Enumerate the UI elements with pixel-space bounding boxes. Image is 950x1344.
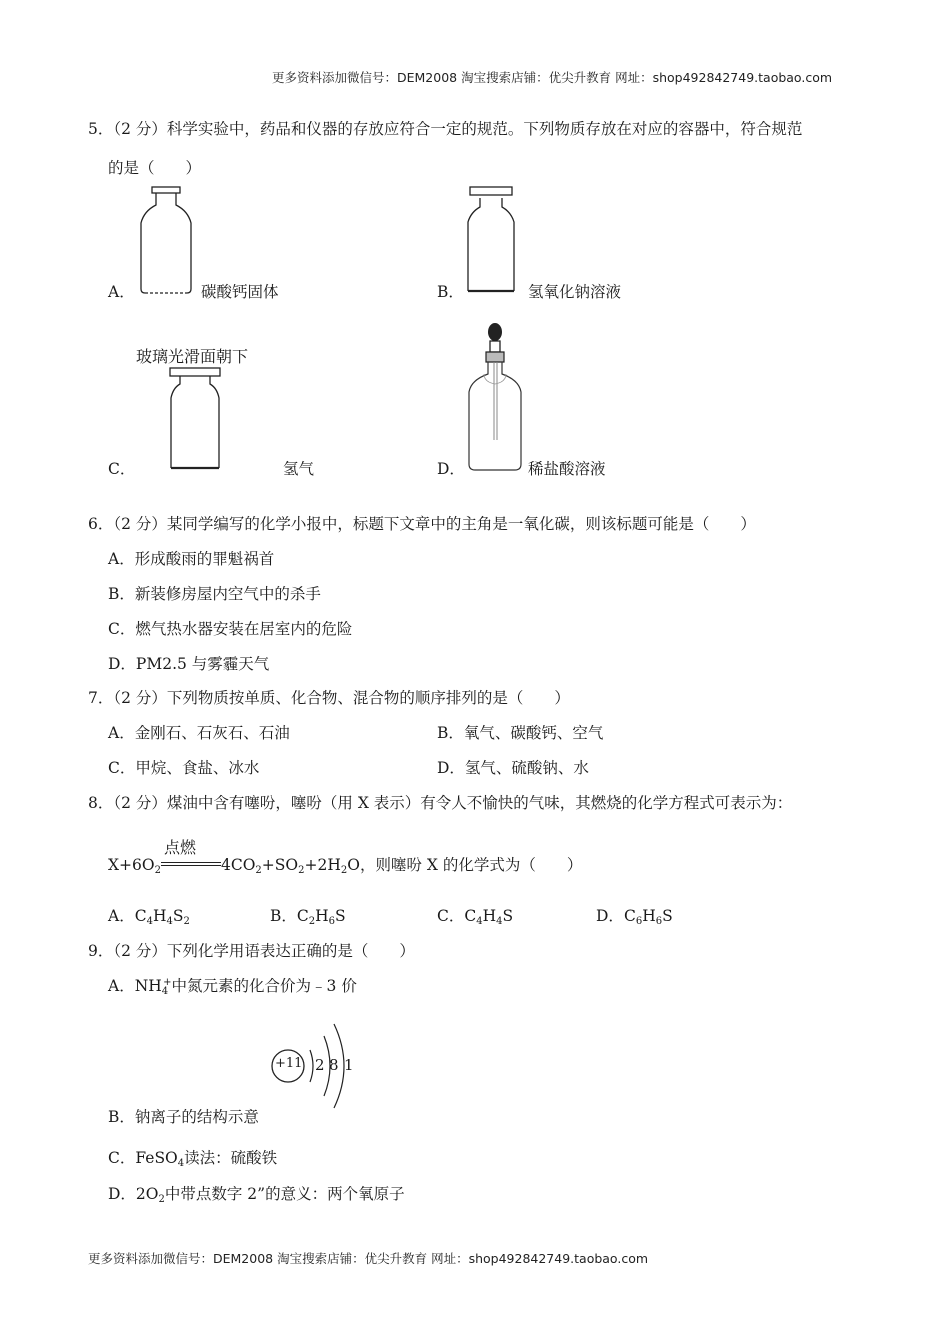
q9-option-c-post: 读法：硫酸铁: [184, 1149, 278, 1167]
q5-option-b-label[interactable]: B．: [437, 283, 464, 301]
reaction-condition: 点燃: [164, 838, 197, 857]
q9-option-d-post: 中带点数字 2”的意义：两个氧原子: [164, 1185, 405, 1203]
question-9-stem: 9．（2 分）下列化学用语表达正确的是（ ）: [88, 942, 415, 960]
q5-option-b-text: 氢氧化钠溶液: [528, 283, 622, 301]
q7-option-a[interactable]: A．金刚石、石灰石、石油: [108, 724, 290, 742]
q9-option-d-pre: D．2O: [108, 1185, 159, 1203]
q9-option-a[interactable]: A．$NH_4^+$中氮元素的化合价为﹣3 价: [108, 977, 357, 997]
atom-shell-3: 1: [344, 1056, 354, 1074]
q8-option-d[interactable]: D．$C_6H_6S$: [596, 907, 673, 927]
equation-arrow: [161, 861, 221, 871]
atom-shell-2: 8: [329, 1056, 339, 1074]
q6-option-d[interactable]: D．PM2.5 与雾霾天气: [108, 655, 270, 673]
reagent-bottle-b-image: [462, 185, 526, 300]
reagent-bottle-a-image: [136, 185, 196, 300]
q5-option-c-text: 氢气: [283, 460, 315, 478]
question-5-stem-cont: 的是（ ）: [108, 159, 202, 177]
q9-option-c[interactable]: C．FeSO$_4$读法：硫酸铁: [108, 1149, 278, 1169]
page-header: 更多资料添加微信号：DEM2008 淘宝搜索店铺：优尖升教育 网址：shop492842749.taobao.com: [272, 70, 833, 85]
q7-option-b[interactable]: B．氧气、碳酸钙、空气: [437, 724, 604, 742]
q5-option-c-label[interactable]: C．: [108, 460, 136, 478]
reagent-bottle-c-image: [166, 366, 230, 474]
question-7-stem: 7．（2 分）下列物质按单质、化合物、混合物的顺序排列的是（ ）: [88, 689, 570, 707]
q9-option-a-post: 中氮元素的化合价为﹣3 价: [171, 977, 357, 995]
q8-option-b-label: B．: [270, 907, 297, 925]
q5-option-c-caption: 玻璃光滑面朝下: [136, 347, 249, 366]
equation-question: ，则噻吩 X 的化学式为（ ）: [359, 856, 583, 874]
q6-option-a[interactable]: A．形成酸雨的罪魁祸首: [108, 550, 275, 568]
q8-option-c-label: C．: [437, 907, 465, 925]
q8-option-c[interactable]: C．$C_4H_4S$: [437, 907, 514, 927]
q8-option-d-label: D．: [596, 907, 624, 925]
q7-option-d[interactable]: D．氢气、硫酸钠、水: [437, 759, 589, 777]
equation-left: X+6O: [108, 856, 155, 874]
q8-option-b[interactable]: B．$C_2H_6S$: [270, 907, 346, 927]
q9-option-d[interactable]: D．$2O_2$中带点数字 2”的意义：两个氧原子: [108, 1185, 405, 1205]
question-5-stem: 5．（2 分）科学实验中，药品和仪器的存放应符合一定的规范。下列物质存放在对应的容器中，符合规范: [88, 120, 803, 138]
q5-option-a-text: 碳酸钙固体: [201, 283, 279, 301]
q7-option-c[interactable]: C．甲烷、食盐、冰水: [108, 759, 260, 777]
q6-option-b[interactable]: B．新装修房屋内空气中的杀手: [108, 585, 321, 603]
q8-option-a-label: A．: [108, 907, 135, 925]
q5-option-a-label[interactable]: A．: [108, 283, 135, 301]
dropper-bottle-d-image: [464, 322, 528, 477]
q6-option-c[interactable]: C．燃气热水器安装在居室内的危险: [108, 620, 353, 638]
question-6-stem: 6．（2 分）某同学编写的化学小报中，标题下文章中的主角是一氧化碳，则该标题可能是（ ）: [88, 515, 756, 533]
q5-option-d-text: 稀盐酸溶液: [528, 460, 606, 478]
page-footer: 更多资料添加微信号：DEM2008 淘宝搜索店铺：优尖升教育 网址：shop492842749.taobao.com: [88, 1251, 649, 1266]
chemical-equation: $X+6O_2$ $4CO_2+SO_2+2H_2O$，则噻吩 X 的化学式为（ ）: [108, 856, 583, 876]
atom-shell-1: 2: [315, 1056, 325, 1074]
question-8-stem: 8．（2 分）煤油中含有噻吩，噻吩（用 X 表示）有令人不愉快的气味，其燃烧的化学方程式可表示为：: [88, 794, 793, 812]
q9-option-a-pre: A．NH: [108, 977, 162, 995]
q9-option-c-pre: C．FeSO: [108, 1149, 178, 1167]
q8-option-a[interactable]: A．$C_4H_4S_2$: [108, 907, 190, 927]
q5-option-d-label[interactable]: D．: [437, 460, 465, 478]
atom-nucleus-charge: +11: [275, 1056, 303, 1071]
q9-option-b[interactable]: B．钠离子的结构示意: [108, 1108, 259, 1126]
